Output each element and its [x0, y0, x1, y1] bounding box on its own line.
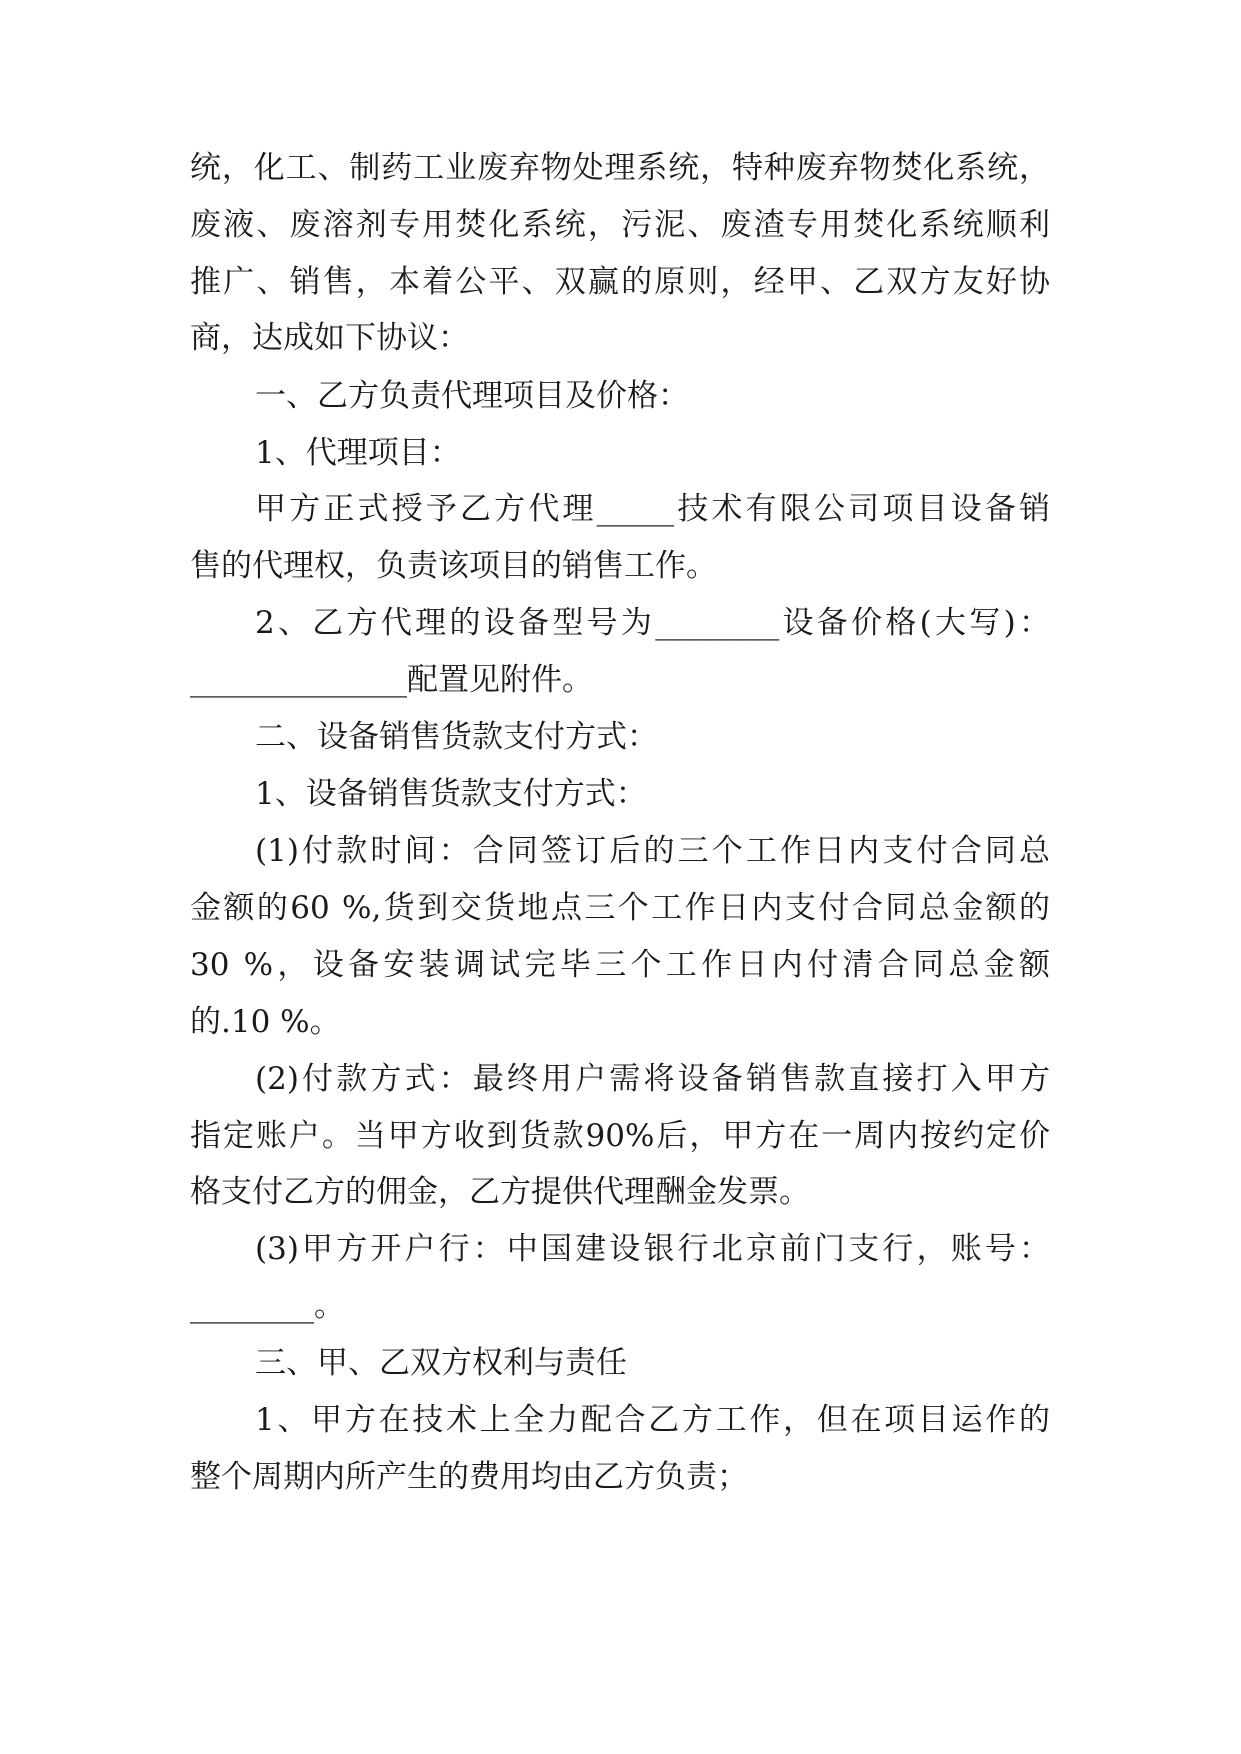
text-line: 30 %，设备安装调试完毕三个工作日内付清合同总金额	[190, 947, 1050, 983]
text-line: 格支付乙方的佣金，乙方提供代理酬金发票。	[190, 1174, 810, 1210]
text-line: 统，化工、制药工业废弃物处理系统，特种废弃物焚化系统，	[190, 150, 1050, 186]
text-line: 商，达成如下协议：	[190, 320, 469, 356]
text-line: 整个周期内所产生的费用均由乙方负责；	[190, 1459, 748, 1495]
text-line: (1)付款时间：合同签订后的三个工作日内支付合同总	[255, 833, 1050, 869]
text-line: 推广、销售，本着公平、双赢的原则，经甲、乙双方友好协	[190, 264, 1050, 300]
section-heading: 二、设备销售货款支付方式：	[255, 719, 658, 755]
text-line: 金额的60 %,货到交货地点三个工作日内支付合同总金额的	[190, 890, 1050, 926]
text-line: 甲方正式授予乙方代理_____技术有限公司项目设备销	[255, 491, 1050, 527]
text-line: 指定账户。当甲方收到货款90%后，甲方在一周内按约定价	[190, 1118, 1050, 1154]
text-line: 2、乙方代理的设备型号为________设备价格(大写)：	[255, 605, 1050, 641]
text-line: 的.10 %。	[190, 1004, 341, 1040]
subsection-heading: 1、设备销售货款支付方式：	[255, 776, 647, 812]
text-line: 售的代理权，负责该项目的销售工作。	[190, 548, 717, 584]
section-heading: 三、甲、乙双方权利与责任	[255, 1345, 627, 1381]
text-line: (3)甲方开户行：中国建设银行北京前门支行，账号：	[255, 1231, 1050, 1267]
subsection-heading: 1、代理项目：	[255, 435, 461, 471]
text-line: ________。	[190, 1288, 345, 1324]
text-line: 1、甲方在技术上全力配合乙方工作，但在项目运作的	[255, 1402, 1050, 1438]
text-line: (2)付款方式：最终用户需将设备销售款直接打入甲方	[255, 1061, 1050, 1097]
section-heading: 一、乙方负责代理项目及价格：	[255, 378, 689, 414]
text-line: 废液、废溶剂专用焚化系统，污泥、废渣专用焚化系统顺利	[190, 207, 1050, 243]
text-line: ______________配置见附件。	[190, 662, 593, 698]
